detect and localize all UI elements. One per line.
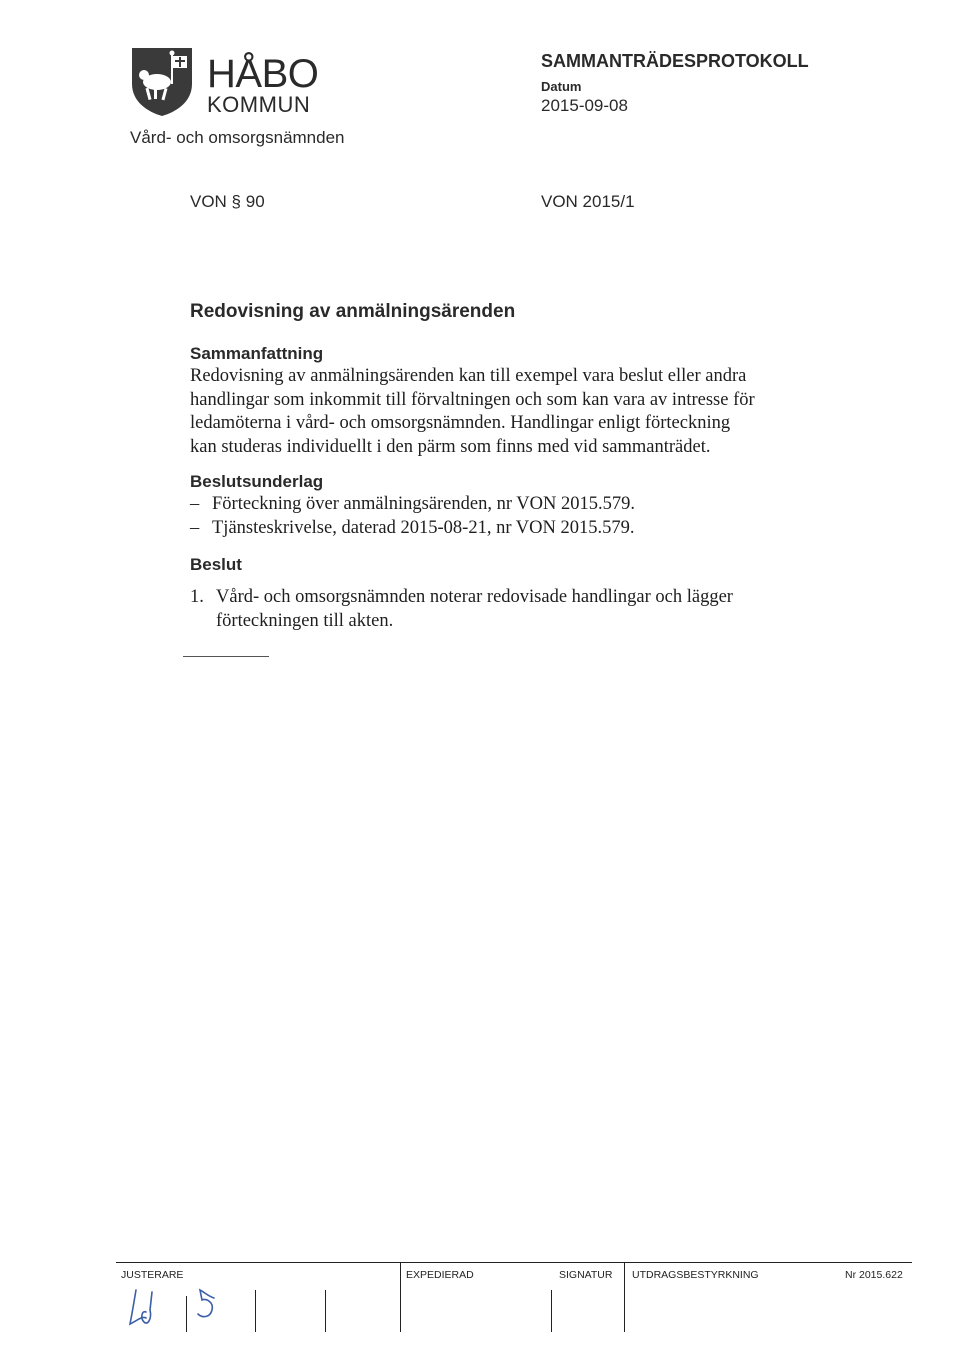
- footer-divider: [325, 1290, 326, 1332]
- signatur-label: SIGNATUR: [559, 1269, 613, 1281]
- summary-paragraph: [190, 365, 790, 459]
- committee-name: Vård- och omsorgsnämnden: [130, 128, 345, 147]
- list-item: [190, 517, 635, 541]
- list-item: [190, 493, 635, 517]
- summary-line: Redovisning av anmälningsärenden kan till exempel vara beslut eller andra: [190, 366, 747, 386]
- summary-line: kan studeras individuellt i den pärm som finns med vid sammanträdet.: [190, 436, 711, 457]
- basis-item-text: Tjänsteskrivelse, daterad 2015-08-21, nr VON 2015.579.: [212, 517, 635, 538]
- decision-line: [190, 586, 790, 610]
- separator-line: [183, 656, 269, 657]
- footer-divider: [624, 1262, 625, 1332]
- municipality-coat-of-arms-icon: [130, 46, 194, 118]
- footer-divider: [400, 1262, 401, 1332]
- footer-divider: [551, 1290, 552, 1332]
- protocol-number: Nr 2015.622: [845, 1269, 903, 1281]
- org-name: HÅBO: [207, 52, 319, 96]
- summary-line: handlingar som inkommit till förvaltningen och som kan vara av intresse för: [190, 389, 755, 410]
- decision-heading: Beslut: [190, 555, 242, 574]
- page-title: Redovisning av anmälningsärenden: [190, 301, 516, 322]
- summary-line: ledamöterna i vård- och omsorgsnämnden. Handlingar enligt förteckning: [190, 413, 731, 433]
- basis-list: [190, 493, 635, 540]
- expedierad-label: EXPEDIERAD: [406, 1269, 474, 1281]
- basis-heading: Beslutsunderlag: [190, 472, 324, 491]
- decision-text: Vård- och omsorgsnämnden noterar redovisade handlingar och lägger: [216, 587, 733, 607]
- decision-number: 1.: [190, 587, 204, 607]
- utdragsbestyrkning-label: UTDRAGSBESTYRKNING: [632, 1269, 759, 1281]
- footer-rule: [116, 1262, 912, 1263]
- case-reference: VON 2015/1: [541, 192, 635, 211]
- decision-line: förteckningen till akten.: [216, 610, 394, 631]
- bullet-dash: –: [190, 494, 200, 514]
- date-value: 2015-09-08: [541, 96, 628, 115]
- date-label: Datum: [541, 79, 582, 94]
- document-type: SAMMANTRÄDESPROTOKOLL: [541, 51, 809, 71]
- decision-list: [190, 586, 790, 633]
- summary-heading: Sammanfattning: [190, 344, 324, 363]
- section-reference: VON § 90: [190, 192, 265, 211]
- handwritten-initials-icon: [116, 1282, 256, 1332]
- justerare-label: JUSTERARE: [121, 1269, 184, 1281]
- org-subtitle: KOMMUN: [207, 92, 311, 117]
- bullet-dash: –: [190, 517, 200, 538]
- basis-item-text: Förteckning över anmälningsärenden, nr VON 2015.579.: [212, 494, 636, 514]
